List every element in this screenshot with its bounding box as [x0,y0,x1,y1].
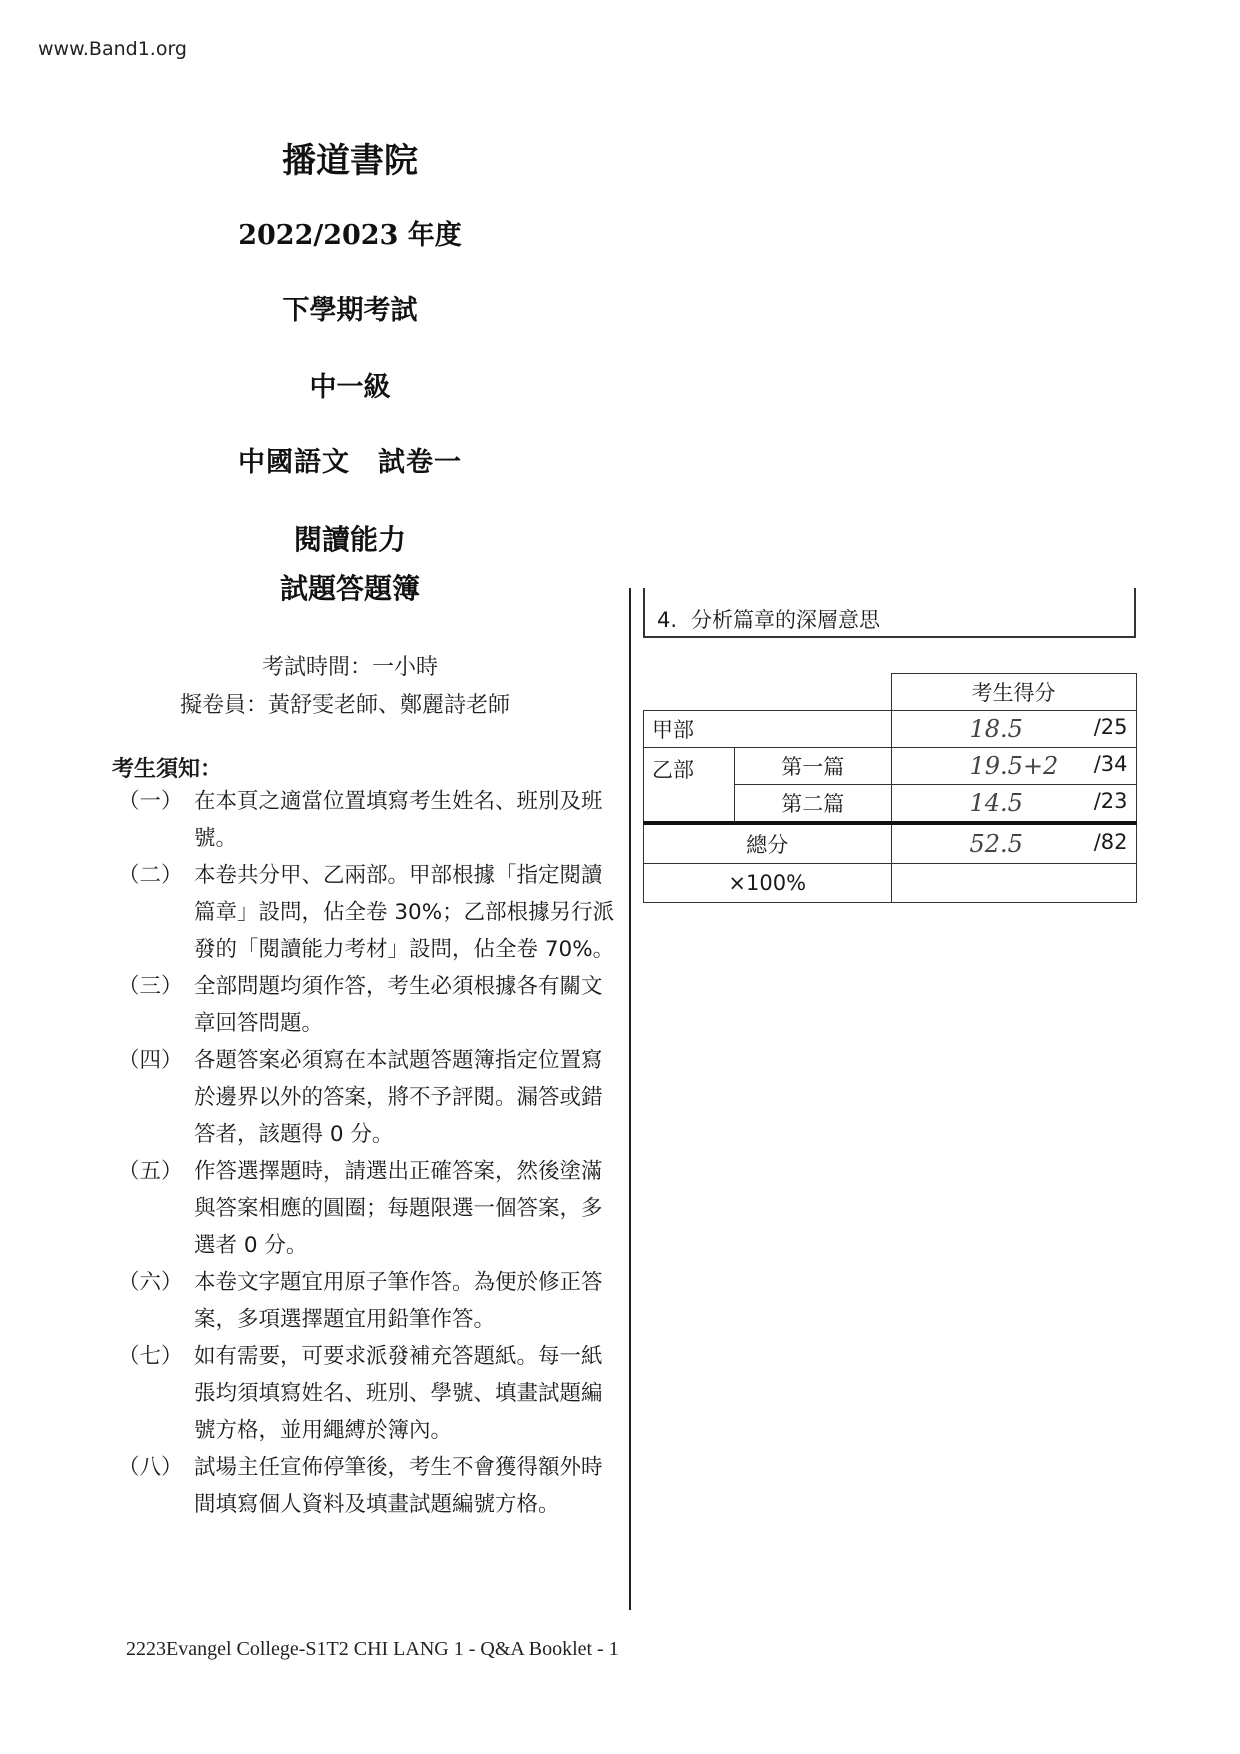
note-number: （四） [118,1048,183,1073]
part-b-sec1-label: 第一篇 [735,748,892,785]
paper-name: 閱讀能力 [293,523,406,556]
percent-score [891,864,1136,903]
part-b-label: 乙部 [644,748,735,824]
note-text: 在本頁之適當位置填寫考生姓名、班別及班號。 [194,789,603,851]
note-text: 本卷共分甲、乙兩部。甲部根據「指定閱讀篇章」設問，佔全卷 30%；乙部根據另行派發的「閱讀能力考材」設問，佔全卷 70%。 [194,863,615,962]
exam-time: 考試時間：一小時 [262,655,439,680]
part-a-score: 18.5 [969,715,1023,743]
score-header: 考生得分 [891,674,1136,711]
question-number: 4. [657,608,678,632]
exam-name: 下學期考試 [282,295,418,326]
part-b-sec1-score-cell [891,748,1136,785]
note-number: （五） [118,1159,183,1184]
note-item [118,1449,618,1523]
note-text: 各題答案必須寫在本試題答題簿指定位置寫於邊界以外的答案，將不予評閱。漏答或錯答者，該題得 0 分。 [194,1048,603,1147]
total-score: 52.5 [969,830,1023,858]
question-box [643,588,1136,638]
note-item [118,783,618,857]
notes-heading: 考生須知： [112,757,223,782]
note-text: 如有需要，可要求派發補充答題紙。每一紙張均須填寫姓名、班別、學號、填畫試題編號方格，並用繩縛於簿內。 [194,1344,603,1443]
note-text: 作答選擇題時，請選出正確答案，然後塗滿與答案相應的圓圈；每題限選一個答案，多選者 0 分。 [194,1159,603,1258]
part-b-sec2-score: 14.5 [969,789,1023,817]
part-b-sec1-score: 19.5+2 [969,752,1059,780]
note-item [118,1153,618,1264]
total-score-cell [891,823,1136,864]
note-text: 試場主任宣佈停筆後，考生不會獲得額外時間填寫個人資料及填畫試題編號方格。 [194,1455,603,1517]
note-number: （一） [118,789,183,814]
note-text: 本卷文字題宜用原子筆作答。為便於修正答案，多項選擇題宜用鉛筆作答。 [194,1270,603,1332]
part-b-sec2-score-cell [891,785,1136,824]
question-text: 分析篇章的深層意思 [691,608,881,632]
subject: 中國語文 試卷一 [238,447,462,478]
notes-list [118,783,618,1523]
percent-label: ×100% [644,864,892,903]
watermark: www.Band1.org [38,38,187,60]
level: 中一級 [309,372,391,403]
total-max: /82 [1093,830,1128,854]
school-name: 播道書院 [282,141,418,181]
footer: 2223Evangel College-S1T2 CHI LANG 1 - Q&A Booklet - 1 [126,1638,619,1660]
note-item [118,857,618,968]
note-item [118,1042,618,1153]
note-number: （七） [118,1344,183,1369]
academic-year: 2022/2023 年度 [238,220,462,251]
note-text: 全部問題均須作答，考生必須根據各有關文章回答問題。 [194,974,603,1036]
score-table [643,673,1137,903]
part-a-label: 甲部 [644,711,892,748]
note-item [118,1338,618,1449]
part-b-sec1-max: /34 [1093,752,1128,776]
note-item [118,968,618,1042]
note-number: （八） [118,1455,183,1480]
part-a-score-cell [891,711,1136,748]
note-item [118,1264,618,1338]
note-number: （三） [118,974,183,999]
column-divider [629,588,631,1610]
total-label: 總分 [644,823,892,864]
part-b-sec2-max: /23 [1093,789,1128,813]
note-number: （六） [118,1270,183,1295]
note-number: （二） [118,863,183,888]
setters: 擬卷員：黃舒雯老師、鄭麗詩老師 [180,693,511,718]
part-b-sec2-label: 第二篇 [735,785,892,824]
booklet-name: 試題答題簿 [279,572,420,605]
part-a-max: /25 [1093,715,1128,739]
